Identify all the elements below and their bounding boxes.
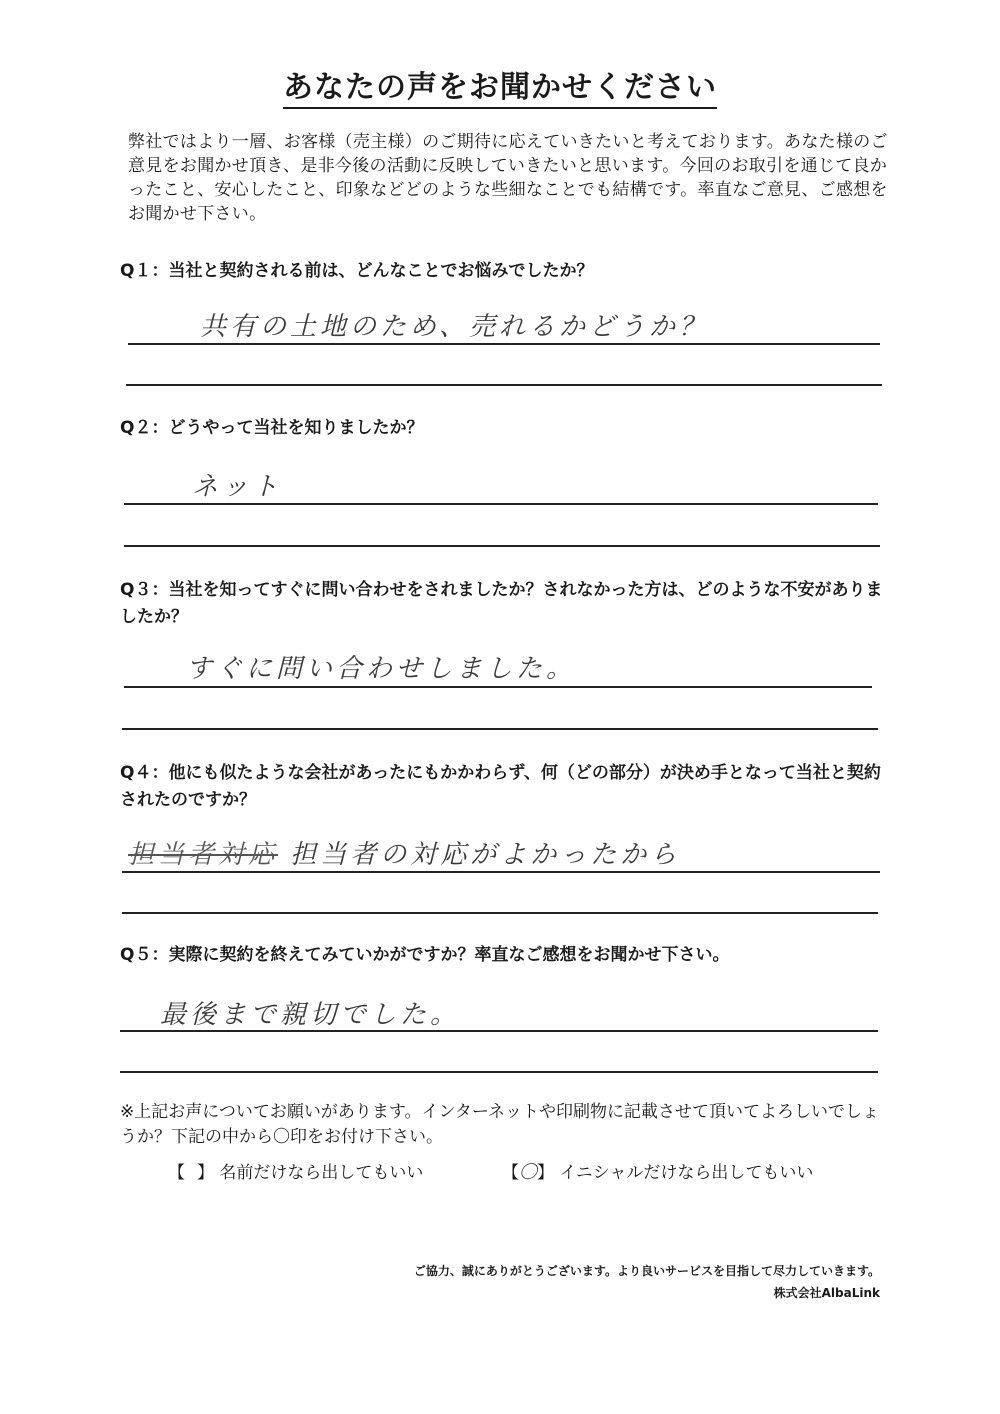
consent-note: ※上記お声についてお願いがあります。インターネットや印刷物に記載させて頂いてよろしいでしょうか？下記の中から〇印をお付け下さい。	[120, 1102, 880, 1147]
answer-4-text: 担当者の対応がよかったから	[290, 840, 681, 870]
option-label: 名前だけなら出してもいい	[219, 1163, 424, 1183]
company-name: 株式会社AlbaLink	[773, 1286, 880, 1300]
question-4: Q４：他にも似たような会社があったにもかかわらず、何（どの部分）が決め手となって当社と契約されたのですか？	[120, 763, 881, 810]
answer-3: すぐに問い合わせしました。	[186, 654, 577, 684]
footer	[414, 1260, 880, 1304]
answer-line	[126, 384, 882, 386]
option-bracket-open: 【	[502, 1163, 519, 1183]
answer-1: 共有の土地のため、売れるかどうか？	[200, 312, 709, 342]
footer-thanks: ご協力、誠にありがとうございます。より良いサービスを目指して尽力していきます。	[413, 1264, 880, 1278]
option-label: イニシャルだけなら出してもいい	[559, 1163, 814, 1183]
circle-mark: 〇	[519, 1162, 537, 1183]
question-1: Q１：当社と契約される前は、どんなことでお悩みでしたか？	[120, 261, 594, 281]
answer-line	[122, 871, 880, 873]
answer-line	[122, 728, 878, 730]
option-bracket-close: 】	[197, 1163, 214, 1183]
struck-answer-text: 担当者対応	[128, 840, 279, 870]
intro-paragraph: 弊社ではより一層、お客様（売主様）のご期待に応えていきたいと考えております。あなた様のご意見をお聞かせ頂き、是非今後の活動に反映していきたいと思います。今回のお取引を通じて良かったこと、安心したこと、印象などどのような些細なことでも結構です。率直なご意見、ご感想をお聞かせ下さい。	[128, 132, 888, 224]
option-bracket-close: 】	[537, 1163, 554, 1183]
answer-line	[120, 1071, 878, 1073]
answer-5: 最後まで親切でした。	[160, 1000, 461, 1030]
answer-line	[124, 686, 872, 688]
answer-4	[128, 834, 680, 871]
answer-line	[124, 503, 878, 505]
question-3: Q３：当社を知ってすぐに問い合わせをされましたか？されなかった方は、どのような不安がありましたか？	[120, 580, 883, 627]
option-bracket-open: 【	[168, 1163, 185, 1183]
answer-2: ネット	[192, 472, 283, 502]
answer-line	[124, 545, 880, 547]
option-name-only[interactable]	[168, 1158, 423, 1183]
answer-line	[122, 912, 878, 914]
question-2: Q２：どうやって当社を知りましたか？	[120, 418, 424, 438]
option-initial-only[interactable]	[502, 1158, 813, 1184]
answer-line	[128, 343, 880, 345]
page-title: あなたの声をお聞かせください	[0, 62, 1000, 106]
answer-line	[120, 1030, 878, 1032]
question-5: Q５：実際に契約を終えてみていかがですか？率直なご感想をお聞かせ下さい。	[120, 945, 730, 965]
